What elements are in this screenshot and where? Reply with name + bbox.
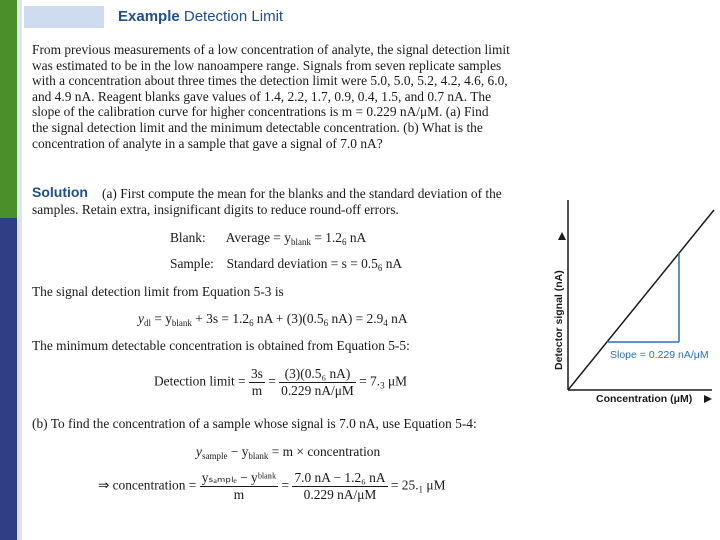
ydl-digit-2: 6 — [323, 318, 329, 328]
dl-label: Detection limit = — [154, 373, 249, 389]
dl-result-digit: 3 — [380, 380, 385, 391]
ydl-sub: dl — [143, 318, 151, 328]
blank-unit: nA — [346, 230, 367, 245]
problem-line: and 4.9 nA. Reagent blanks gave values of 1.4, 2.2, 1.7, 0.9, 0.4, 1.5, and 0.7 nA. The — [32, 88, 492, 104]
b-fraction-1 — [200, 470, 279, 503]
sample-equation — [170, 256, 402, 273]
problem-line: the signal detection limit and the minimum detectable concentration. (b) What is the — [32, 119, 483, 135]
slope-label: Slope = 0.229 nA/μM — [610, 349, 709, 361]
ydl-blank-sub: blank — [171, 318, 192, 328]
page-title — [118, 8, 283, 25]
blank-subscript: blank — [291, 237, 311, 247]
header-highlight — [24, 6, 104, 28]
problem-line: with a concentration about three times the detection limit were 5.0, 5.0, 5.2, 4.2, 4.6, 6.0, — [32, 73, 508, 89]
ydl-digit-1: 6 — [249, 318, 254, 328]
sample-digit: 6 — [377, 263, 383, 273]
b-result-unit: μM — [423, 477, 446, 493]
dl-fraction-1 — [249, 366, 265, 399]
problem-line: slope of the calibration curve for higher concentrations is m = 0.229 nA/μM. (a) Find — [32, 104, 489, 120]
dl-den-1: m — [251, 383, 263, 398]
part-b-equation-1 — [196, 444, 380, 461]
blank-label: Blank: — [170, 230, 206, 245]
b-num-2: 7.0 nA − 1.2₆ nA — [294, 470, 386, 485]
dl-fraction-2 — [279, 366, 356, 399]
b-den-2: 0.229 nA/μM — [303, 487, 377, 502]
slide-content — [22, 0, 720, 540]
title-text: Detection Limit — [183, 8, 284, 25]
dl-num-1: 3s — [250, 366, 263, 381]
calibration-line — [568, 210, 714, 390]
ydl-mid: = y — [150, 311, 172, 326]
min-text: The minimum detectable concentration is obtained from Equation 5-5: — [32, 338, 410, 353]
blank-eq: Average = y — [225, 230, 291, 245]
detect-text: The signal detection limit from Equation 5-3 is — [32, 284, 284, 299]
b-eq1-y: y — [196, 444, 202, 459]
blank-value: = 1.2 — [311, 230, 342, 245]
dl-den-2: 0.229 nA/μM — [281, 383, 354, 398]
left-accent-bar-green — [0, 0, 17, 218]
part-b-equation-2: ⇒ concentration = $\frac{\text{yₛₐₘₚₗₑ − yᵇˡᵃⁿᵏ}}{m}$ = $\frac{\text{7.0 nA − 1.2₆ nA}}{0.229 nA/\mu M}$ = $25._1$ μM — [98, 470, 446, 502]
sample-label: Sample: — [170, 256, 214, 271]
b-eq1-sub: sample — [201, 451, 228, 461]
dl-result-unit: μM — [384, 373, 408, 389]
ydl-y: y — [138, 311, 144, 326]
blank-digit: 6 — [342, 237, 347, 247]
solution-label: Solution — [32, 184, 88, 200]
left-accent-bar-blue — [0, 218, 17, 540]
dl-num-2: (3)(0.5₆ nA) — [279, 366, 356, 383]
b-result: = 25. — [390, 477, 419, 493]
b-eq1-mid: − y — [227, 444, 249, 459]
ydl-equation — [138, 311, 408, 328]
ydl-rest3: nA) = 2.9 — [328, 311, 384, 326]
b-den-1: m — [233, 487, 245, 502]
b-eq1-sub2: blank — [248, 451, 269, 461]
solution-a-line1: (a) First compute the mean for the blanks and the standard deviation of the — [102, 186, 502, 201]
x-axis-label: Concentration (μM) — [596, 393, 693, 405]
y-axis-arrow-icon — [558, 232, 566, 240]
b-eq1-rest: = m × concentration — [268, 444, 381, 459]
b-conc: ⇒ concentration = — [98, 477, 200, 493]
problem-line: concentration of analyte in a sample that gave a signal of 7.0 nA? — [32, 135, 383, 151]
detection-limit-equation: Detection limit = $\frac{3s}{m}$ = $\frac{\text{(3)(0.5₆ nA)}}{0.229 nA/\mu M}$ = $7._3$ μM — [154, 366, 408, 398]
b-result-digit: 1 — [418, 484, 424, 495]
part-b-text: (b) To find the concentration of a sample whose signal is 7.0 nA, use Equation 5-4: — [32, 416, 477, 431]
dl-result: = 7. — [359, 373, 381, 389]
calibration-figure — [532, 190, 720, 415]
sample-unit: nA — [382, 256, 403, 271]
ydl-rest2: nA + (3)(0.5 — [253, 311, 324, 326]
ydl-unit: nA — [387, 311, 408, 326]
x-axis-arrow-icon — [704, 395, 712, 403]
problem-line: From previous measurements of a low concentration of analyte, the signal detection limit — [32, 42, 510, 57]
blank-equation — [170, 230, 366, 247]
problem-text — [32, 42, 510, 151]
problem-line: was estimated to be in the low nanoampere range. Signals from seven replicate samples — [32, 57, 502, 73]
solution-a-line2: samples. Retain extra, insignificant digits to reduce round-off errors. — [32, 202, 399, 217]
example-label: Example — [118, 8, 180, 25]
b-fraction-2 — [292, 470, 387, 503]
b-num-1: yₛₐₘₚₗₑ − yᵇˡᵃⁿᵏ — [201, 470, 277, 485]
ydl-rest: + 3s = 1.2 — [191, 311, 250, 326]
sample-eq: Standard deviation = s = 0.5 — [226, 256, 378, 271]
y-axis-label: Detector signal (nA) — [553, 270, 565, 370]
ydl-digit-3: 4 — [383, 318, 388, 328]
